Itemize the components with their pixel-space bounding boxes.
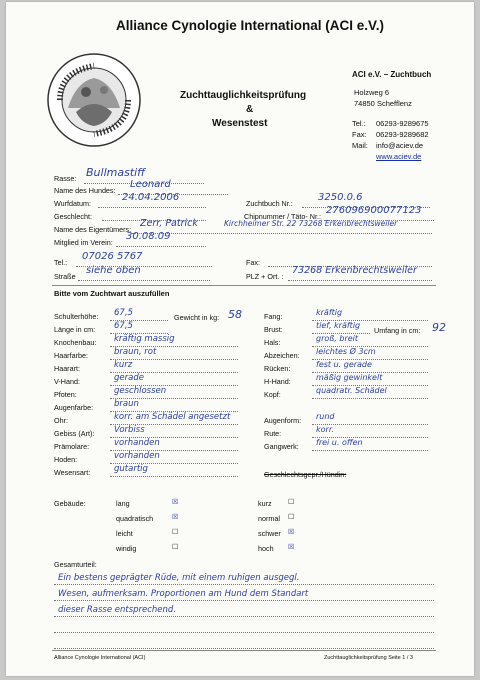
left-item-value: Vorbiss xyxy=(114,425,145,435)
left-item-value: braun xyxy=(114,399,139,409)
strasse-label: Straße xyxy=(54,272,76,281)
right-item-label: Abzeichen: xyxy=(264,351,300,360)
right-item-value: leichtes Ø 3cm xyxy=(316,347,376,356)
left-item-label: Knochenbau: xyxy=(54,338,97,347)
left-item-label: Prämolare: xyxy=(54,442,90,451)
right-item-value: korr. xyxy=(316,425,334,434)
mitglied-value: 30.08.09 xyxy=(126,231,171,242)
gebaeude-checkbox[interactable]: ☐ xyxy=(172,529,179,536)
geschlecht-label: Geschlecht: xyxy=(54,212,92,221)
gesamturteil-label: Gesamturteil: xyxy=(54,560,97,569)
right-item-value: frei u. offen xyxy=(316,438,363,447)
tel-label: Tel.: xyxy=(54,258,68,267)
gesamturteil-text: Wesen, aufmerksam. Proportionen am Hund dem Standart xyxy=(58,589,309,599)
left-item-label: V-Hand: xyxy=(54,377,80,386)
eigentuemer-value: Zerr, Patrick xyxy=(140,218,198,229)
gebaeude-label: Gebäude: xyxy=(54,499,86,508)
wurfdatum-value: 24.04.2006 xyxy=(122,192,180,203)
right-item-label: Gangwerk: xyxy=(264,442,299,451)
contact-fax-label: Fax: xyxy=(352,130,367,139)
geschlechtsgepr-label: Geschlechtsgepr./Hündin: xyxy=(264,470,347,479)
gebaeude-option-label: quadratisch xyxy=(116,514,154,523)
section-title: Bitte vom Zuchtwart auszufüllen xyxy=(54,289,170,298)
right-item-value: tief, kräftig xyxy=(316,321,361,330)
gesamturteil-line xyxy=(54,648,434,649)
footer-right: Zuchttauglichkeitsprüfung Seite 1 / 3 xyxy=(324,655,413,661)
org-title: Alliance Cynologie International (ACI e.V.) xyxy=(116,18,385,33)
right-item-label: Kopf: xyxy=(264,390,281,399)
right-item-line xyxy=(312,450,428,451)
left-item-value: korr. am Schädel angesetzt xyxy=(114,412,231,422)
wurfdatum-label: Wurfdatum: xyxy=(54,199,92,208)
eigentuemer-address: Kirchheimer Str. 22 73268 Erkenbrechtsweiler xyxy=(224,219,398,228)
hundename-label: Name des Hundes: xyxy=(54,186,116,195)
left-item-label: Haarfarbe: xyxy=(54,351,88,360)
gebaeude-option-label: schwer xyxy=(258,529,281,538)
mitglied-label: Mitglied im Verein: xyxy=(54,238,113,247)
right-item-label: Fang: xyxy=(264,312,283,321)
footer-left: Alliance Cynologie International (ACI) xyxy=(54,655,146,661)
contact-city: 74850 Schefflenz xyxy=(354,99,412,108)
gebaeude-option-label: normal xyxy=(258,514,280,523)
gebaeude-checkbox[interactable]: ☒ xyxy=(172,514,179,521)
right-item-value: rund xyxy=(316,412,335,421)
right-item-label: Augenform: xyxy=(264,416,302,425)
mitglied-line xyxy=(116,246,206,247)
left-item-label: Wesensart: xyxy=(54,468,91,477)
left-item-value: vorhanden xyxy=(114,451,160,461)
strasse-line xyxy=(78,280,210,281)
right-item-value: kräftig xyxy=(316,308,343,317)
contact-org: ACI e.V. – Zuchtbuch xyxy=(352,70,432,79)
left-item-line xyxy=(110,476,238,477)
tel-value: 07026 5767 xyxy=(82,251,143,262)
gebaeude-checkbox[interactable]: ☒ xyxy=(288,529,295,536)
left-item-value: 67,5 xyxy=(114,321,133,331)
gewicht-value: 58 xyxy=(228,308,242,321)
section-divider xyxy=(52,285,436,286)
strasse-value: siehe oben xyxy=(86,265,141,276)
contact-fax: 06293-9289682 xyxy=(376,130,429,139)
gebaeude-option-label: kurz xyxy=(258,499,272,508)
plz-label: PLZ + Ort. : xyxy=(246,272,284,281)
left-item-label: Augenfarbe: xyxy=(54,403,94,412)
plz-line xyxy=(288,280,432,281)
right-item-label: Rücken: xyxy=(264,364,291,373)
left-item-label: Pfoten: xyxy=(54,390,77,399)
contact-web-link[interactable]: www.aciev.de xyxy=(376,152,422,161)
contact-street: Holzweg 6 xyxy=(354,88,390,97)
gebaeude-checkbox[interactable]: ☒ xyxy=(172,499,179,506)
chip-value: 276096900077123 xyxy=(326,205,422,216)
left-item-value: kräftig massig xyxy=(114,334,175,344)
gewicht-label: Gewicht in kg: xyxy=(174,313,220,322)
fax-label: Fax: xyxy=(246,258,260,267)
contact-mail-label: Mail: xyxy=(352,141,368,150)
right-item-value: fest u. gerade xyxy=(316,360,372,369)
form-title-2: & xyxy=(246,104,254,115)
gebaeude-option-label: windig xyxy=(116,544,137,553)
zuchtbuch-value: 3250.0.6 xyxy=(318,192,363,203)
left-item-value: gerade xyxy=(114,373,144,383)
left-item-label: Gebiss (Art): xyxy=(54,429,95,438)
umfang-label: Umfang in cm: xyxy=(374,326,421,335)
form-title-1: Zuchttauglichkeitsprüfung xyxy=(180,90,307,101)
gesamturteil-line xyxy=(54,616,434,617)
form-page xyxy=(6,2,474,676)
left-item-value: gutartig xyxy=(114,464,148,474)
gebaeude-checkbox[interactable]: ☐ xyxy=(172,544,179,551)
right-item-label: Brust: xyxy=(264,325,283,334)
right-item-value: quadratr. Schädel xyxy=(316,386,387,395)
gebaeude-option-label: lang xyxy=(116,499,130,508)
right-item-value: groß, breit xyxy=(316,334,359,343)
eigentuemer-line xyxy=(132,233,432,234)
gebaeude-option-label: leicht xyxy=(116,529,133,538)
umfang-value: 92 xyxy=(432,321,446,334)
chip-label: Chipnummer / Täto- Nr.: xyxy=(244,212,321,221)
plz-value: 73268 Erkenbrechtsweiler xyxy=(292,265,417,276)
gesamturteil-text: dieser Rasse entsprechend. xyxy=(58,605,177,615)
gebaeude-checkbox[interactable]: ☐ xyxy=(288,499,295,506)
right-item-label: Hals: xyxy=(264,338,281,347)
right-item-value: mäßig gewinkelt xyxy=(316,373,383,382)
gesamturteil-line xyxy=(54,632,434,633)
gebaeude-checkbox[interactable]: ☒ xyxy=(288,544,295,551)
left-item-label: Ohr: xyxy=(54,416,68,425)
gesamturteil-line xyxy=(54,584,434,585)
contact-mail[interactable]: info@aciev.de xyxy=(376,141,424,150)
rasse-value: Bullmastiff xyxy=(86,166,146,179)
right-item-label: Rute: xyxy=(264,429,282,438)
left-item-label: Haarart: xyxy=(54,364,80,373)
gebaeude-option-label: hoch xyxy=(258,544,274,553)
aci-logo xyxy=(46,52,142,148)
left-item-value: kurz xyxy=(114,360,133,370)
right-item-label: H-Hand: xyxy=(264,377,291,386)
eigentuemer-label: Name des Eigentümers: xyxy=(54,225,132,234)
form-title-3: Wesenstest xyxy=(212,118,268,129)
left-item-label: Hoden: xyxy=(54,455,78,464)
zuchtbuch-label: Zuchtbuch Nr.: xyxy=(246,199,293,208)
left-item-value: braun, rot xyxy=(114,347,157,357)
left-item-value: vorhanden xyxy=(114,438,160,448)
gebaeude-checkbox[interactable]: ☐ xyxy=(288,514,295,521)
gesamturteil-line xyxy=(54,600,434,601)
left-item-value: 67,5 xyxy=(114,308,133,318)
right-item-line xyxy=(312,398,428,399)
left-item-value: geschlossen xyxy=(114,386,167,396)
gesamturteil-text: Ein bestens geprägter Rüde, mit einem ruhigen ausgegl. xyxy=(58,573,300,583)
left-item-label: Schulterhöhe: xyxy=(54,312,99,321)
contact-tel: 06293-9289675 xyxy=(376,119,429,128)
footer-rule xyxy=(52,650,436,651)
left-item-label: Länge in cm: xyxy=(54,325,96,334)
wurfdatum-line xyxy=(98,207,206,208)
hundename-value: Leonard xyxy=(130,179,171,190)
rasse-label: Rasse: xyxy=(54,174,77,183)
contact-tel-label: Tel.: xyxy=(352,119,366,128)
